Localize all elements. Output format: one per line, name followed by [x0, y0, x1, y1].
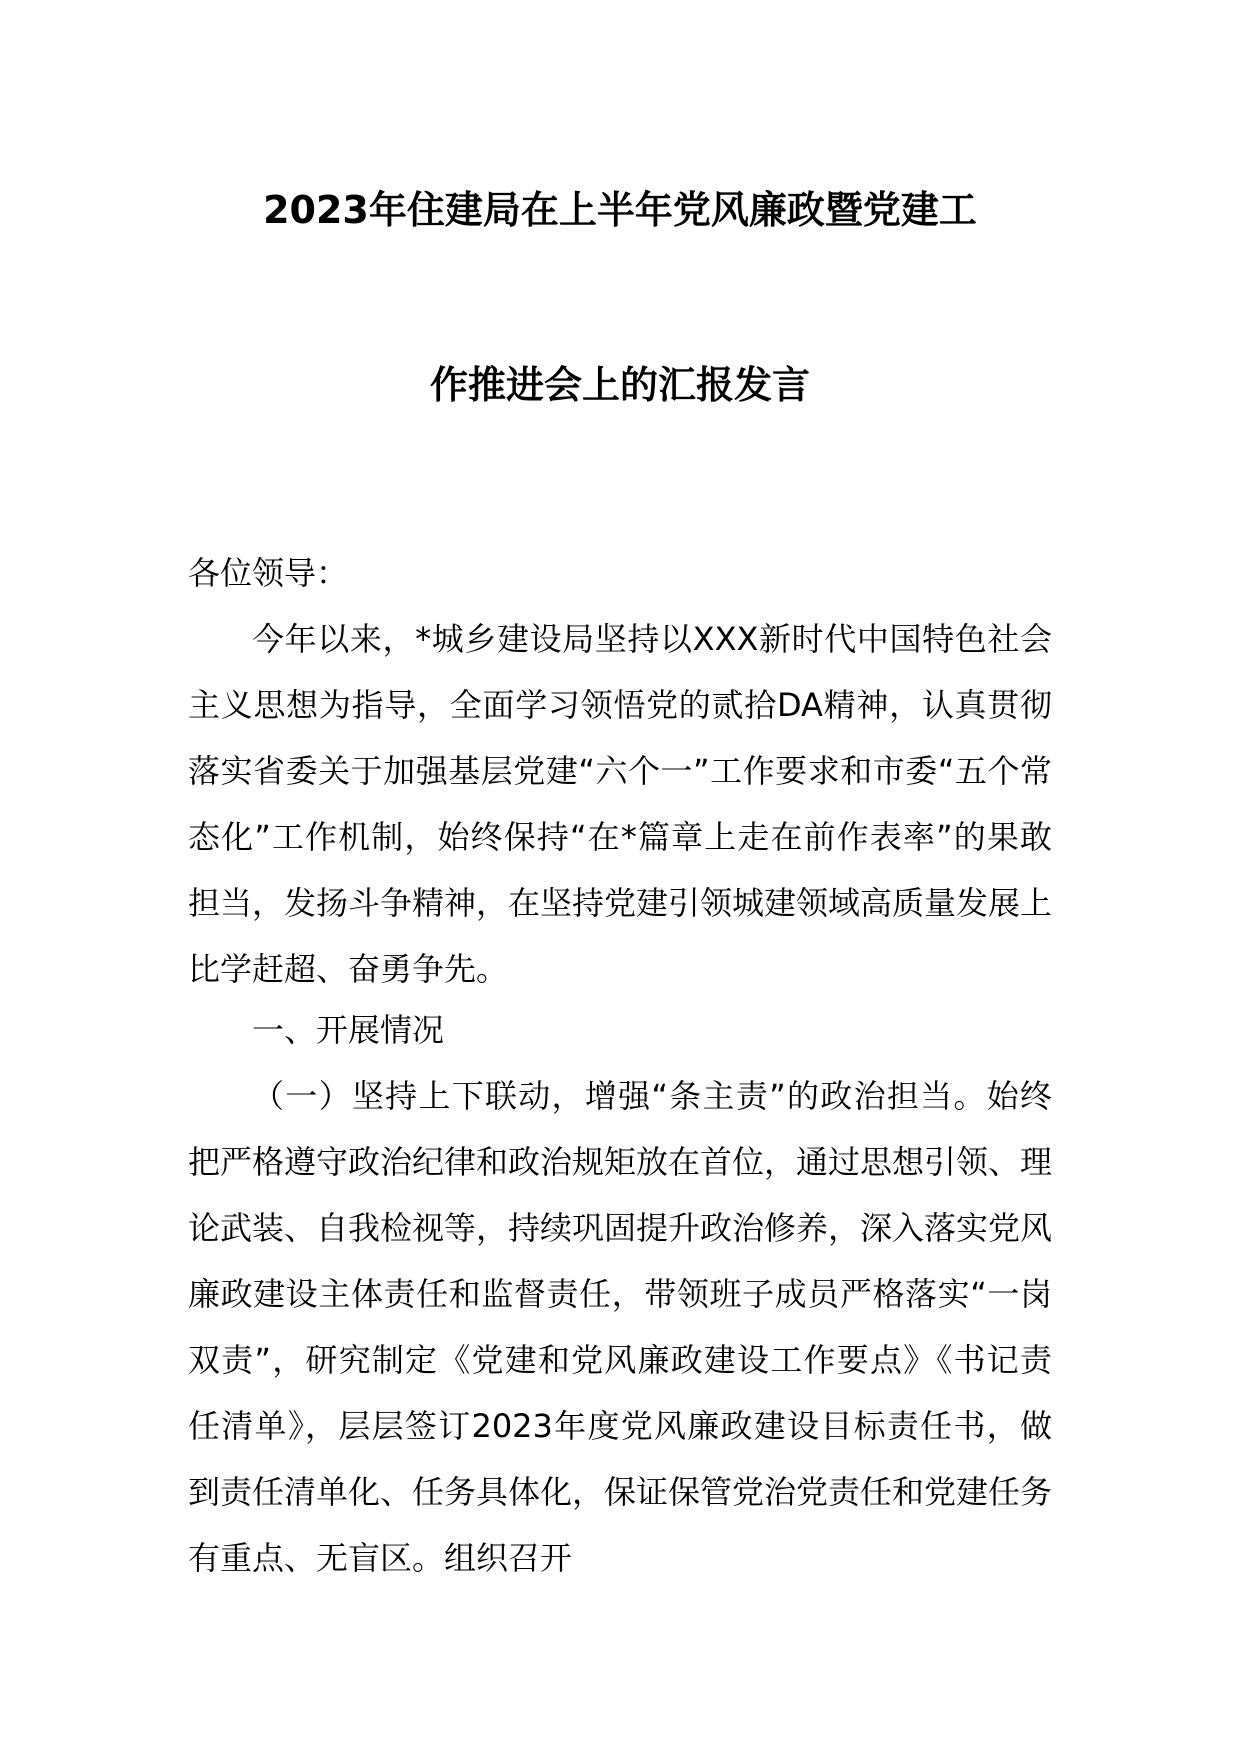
document-title-line-2: 作推进会上的汇报发言: [429, 363, 810, 407]
salutation: 各位领导：: [188, 554, 349, 592]
paragraph-intro: 今年以来，*城乡建设局坚持以XXX新时代中国特色社会主义思想为指导，全面学习领悟党的贰拾DA精神，认真贯彻落实省委关于加强基层党建“六个一”工作要求和市委“五个常态化”工作机制，始终保持“在*篇章上走在前作表率”的果敢担当，发扬斗争精神，在坚持党建引领城建领域高质量发展上比学赶超、奋勇争先。: [188, 620, 1053, 988]
paragraph-section-1: （一）坚持上下联动，增强“条主责”的政治担当。始终把严格遵守政治纪律和政治规矩放在首位，通过思想引领、理论武装、自我检视等，持续巩固提升政治修养，深入落实党风廉政建设主体责任和监督责任，带领班子成员严格落实“一岗双责”，研究制定《党建和党风廉政建设工作要点》《书记责任清单》，层层签订2023年度党风廉政建设目标责任书，做到责任清单化、任务具体化，保证保管党治党责任和党建任务有重点、无盲区。组织召开: [188, 1077, 1053, 1577]
document-title-line-1: 2023年住建局在上半年党风廉政暨党建工: [263, 188, 977, 232]
section-heading: 一、开展情况: [252, 1011, 445, 1049]
